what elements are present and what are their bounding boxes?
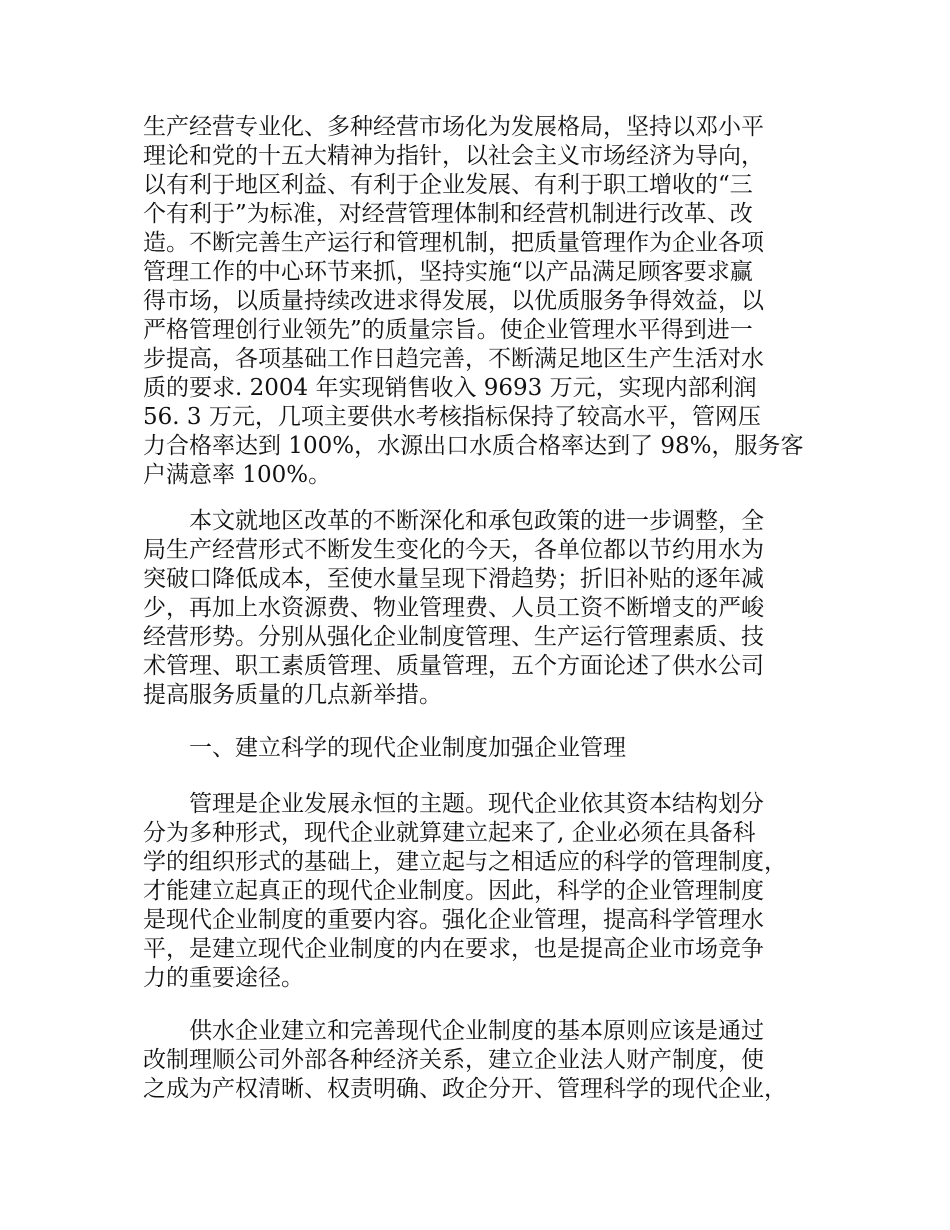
paragraph-abstract	[143, 507, 823, 710]
text-line: 本文就地区改革的不断深化和承包政策的进一步调整，全	[189, 508, 764, 534]
text-line: 力合格率达到 100%，水源出口水质合格率达到了 98%，服务客	[143, 433, 804, 459]
section-heading	[143, 734, 823, 763]
heading-line: 一、建立科学的现代企业制度加强企业管理	[189, 735, 626, 761]
text-line: 理论和党的十五大精神为指针，以社会主义市场经济为导向，	[143, 143, 764, 169]
text-line: 管理工作的中心环节来抓，坚持实施“以产品满足顾客要求赢	[143, 259, 753, 285]
text-line: 步提高，各项基础工作日趋完善，不断满足地区生产生活对水	[143, 346, 764, 372]
text-line: 是现代企业制度的重要内容。强化企业管理，提高科学管理水	[143, 907, 764, 933]
text-line: 平，是建立现代企业制度的内在要求，也是提高企业市场竞争	[143, 936, 764, 962]
text-line: 少，再加上水资源费、物业管理费、人员工资不断增支的严峻	[143, 595, 764, 621]
text-line: 分为多种形式，现代企业就算建立起来了, 企业必须在具备科	[143, 820, 756, 846]
paragraph-principles	[143, 1017, 823, 1104]
text-line: 得市场，以质量持续改进求得发展，以优质服务争得效益，以	[143, 288, 764, 314]
text-line: 才能建立起真正的现代企业制度。因此，科学的企业管理制度	[143, 878, 764, 904]
text-line: 管理是企业发展永恒的主题。现代企业依其资本结构划分	[189, 791, 764, 817]
paragraph-management	[143, 790, 823, 993]
text-line: 提高服务质量的几点新举措。	[143, 682, 442, 708]
text-line: 严格管理创行业领先”的质量宗旨。使企业管理水平得到进一	[143, 317, 753, 343]
paragraph-intro-continued	[143, 113, 823, 490]
text-line: 供水企业建立和完善现代企业制度的基本原则应该是通过	[189, 1018, 764, 1044]
text-line: 经营形势。分别从强化企业制度管理、生产运行管理素质、技	[143, 624, 764, 650]
text-line: 生产经营专业化、多种经营市场化为发展格局，坚持以邓小平	[143, 114, 764, 140]
text-line: 术管理、职工素质管理、质量管理，五个方面论述了供水公司	[143, 653, 764, 679]
text-line: 局生产经营形式不断发生变化的今天，各单位都以节约用水为	[143, 537, 764, 563]
text-line: 之成为产权清晰、权责明确、政企分开、管理科学的现代企业，	[143, 1076, 787, 1102]
text-line: 改制理顺公司外部各种经济关系，建立企业法人财产制度，使	[143, 1047, 764, 1073]
text-line: 质的要求. 2004 年实现销售收入 9693 万元，实现内部利润	[143, 375, 757, 401]
text-line: 56. 3 万元，几项主要供水考核指标保持了较高水平，管网压	[143, 404, 761, 430]
text-line: 突破口降低成本，至使水量呈现下滑趋势；折旧补贴的逐年减	[143, 566, 764, 592]
text-line: 户满意率 100%。	[143, 462, 332, 488]
text-line: 以有利于地区利益、有利于企业发展、有利于职工增收的“三	[143, 172, 753, 198]
text-line: 造。不断完善生产运行和管理机制，把质量管理作为企业各项	[143, 230, 764, 256]
text-line: 力的重要途径。	[143, 965, 304, 991]
text-line: 个有利于”为标准，对经营管理体制和经营机制进行改革、改	[143, 201, 753, 227]
text-line: 学的组织形式的基础上，建立起与之相适应的科学的管理制度，	[143, 849, 787, 875]
